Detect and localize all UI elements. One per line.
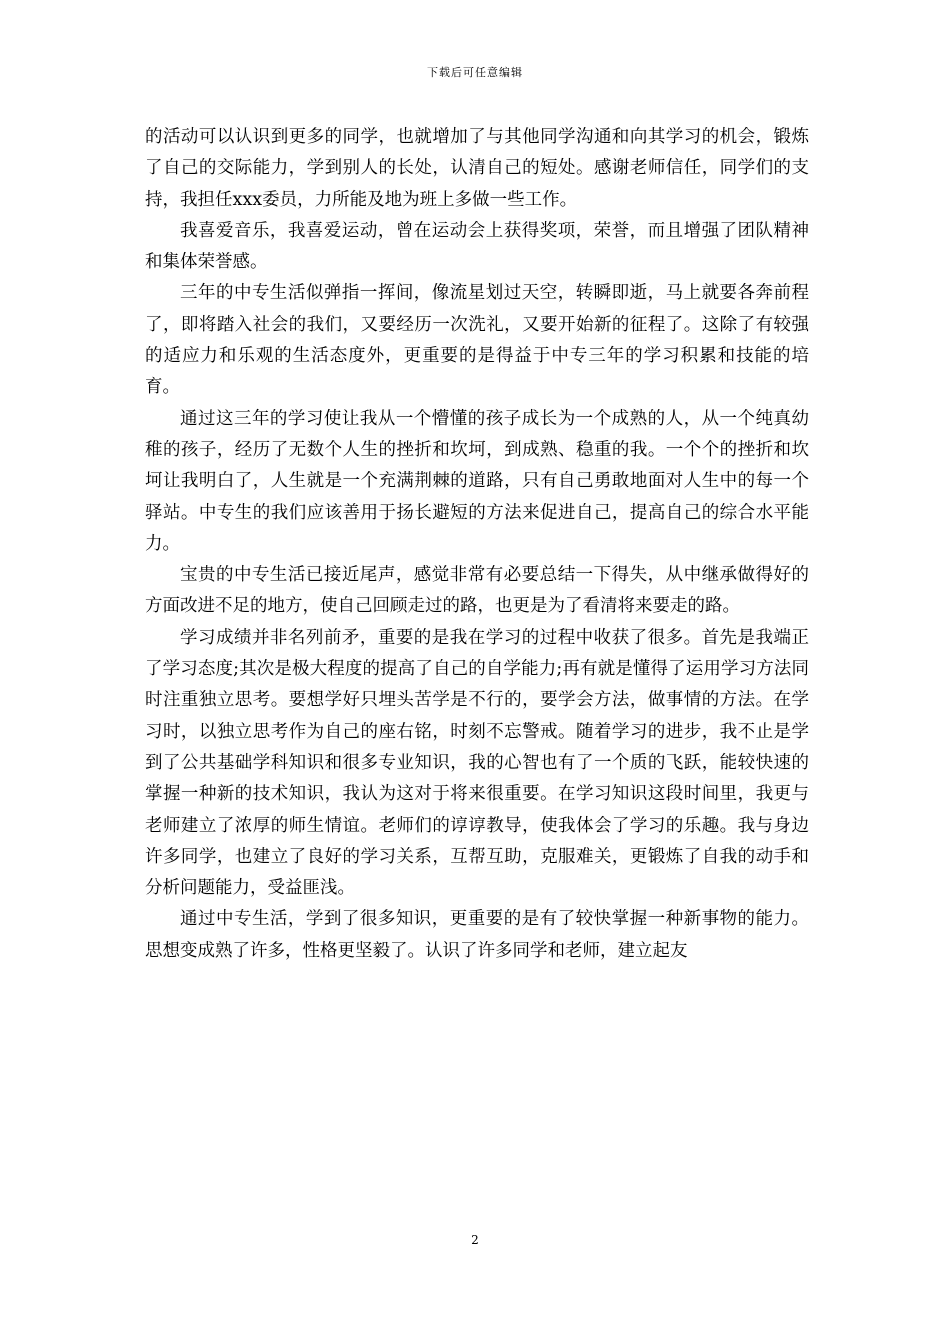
paragraph-5: 宝贵的中专生活已接近尾声，感觉非常有必要总结一下得失，从中继承做得好的方面改进不足的地方，使自己回顾走过的路，也更是为了看清将来要走的路。 bbox=[145, 565, 809, 617]
page-header: 下载后可任意编辑 bbox=[427, 66, 523, 79]
document-body bbox=[145, 122, 809, 967]
paragraph-3: 三年的中专生活似弹指一挥间，像流星划过天空，转瞬即逝，马上就要各奔前程了，即将踏入社会的我们，又要经历一次洗礼，又要开始新的征程了。这除了有较强的适应力和乐观的生活态度外，更重要的是得益于中专三年的学习积累和技能的培育。 bbox=[145, 283, 809, 398]
paragraph-1: 的活动可以认识到更多的同学，也就增加了与其他同学沟通和向其学习的机会，锻炼了自己的交际能力，学到别人的长处，认清自己的短处。感谢老师信任，同学们的支持，我担任xxx委员，力所能及地为班上多做一些工作。 bbox=[145, 127, 809, 210]
paragraph-6: 学习成绩并非名列前矛，重要的是我在学习的过程中收获了很多。首先是我端正了学习态度;其次是极大程度的提高了自己的自学能力;再有就是懂得了运用学习方法同时注重独立思考。要想学好只埋头苦学是不行的，要学会方法，做事情的方法。在学习时，以独立思考作为自己的座右铭，时刻不忘警戒。随着学习的进步，我不止是学到了公共基础学科知识和很多专业知识，我的心智也有了一个质的飞跃，能较快速的掌握一种新的技术知识，我认为这对于将来很重要。在学习知识这段时间里，我更与老师建立了浓厚的师生情谊。老师们的谆谆教导，使我体会了学习的乐趣。我与身边许多同学，也建立了良好的学习关系，互帮互助，克服难关，更锻炼了自我的动手和分析问题能力，受益匪浅。 bbox=[145, 627, 809, 899]
page-number: 2 bbox=[471, 1233, 479, 1247]
paragraph-7: 通过中专生活，学到了很多知识，更重要的是有了较快掌握一种新事物的能力。思想变成熟了许多，性格更坚毅了。认识了许多同学和老师，建立起友 bbox=[145, 909, 809, 961]
paragraph-4: 通过这三年的学习使让我从一个懵懂的孩子成长为一个成熟的人，从一个纯真幼稚的孩子，经历了无数个人生的挫折和坎坷，到成熟、稳重的我。一个个的挫折和坎坷让我明白了，人生就是一个充满荆棘的道路，只有自己勇敢地面对人生中的每一个驿站。中专生的我们应该善用于扬长避短的方法来促进自己，提高自己的综合水平能力。 bbox=[145, 408, 809, 554]
paragraph-2: 我喜爱音乐，我喜爱运动，曾在运动会上获得奖项，荣誉，而且增强了团队精神和集体荣誉感。 bbox=[145, 220, 809, 273]
